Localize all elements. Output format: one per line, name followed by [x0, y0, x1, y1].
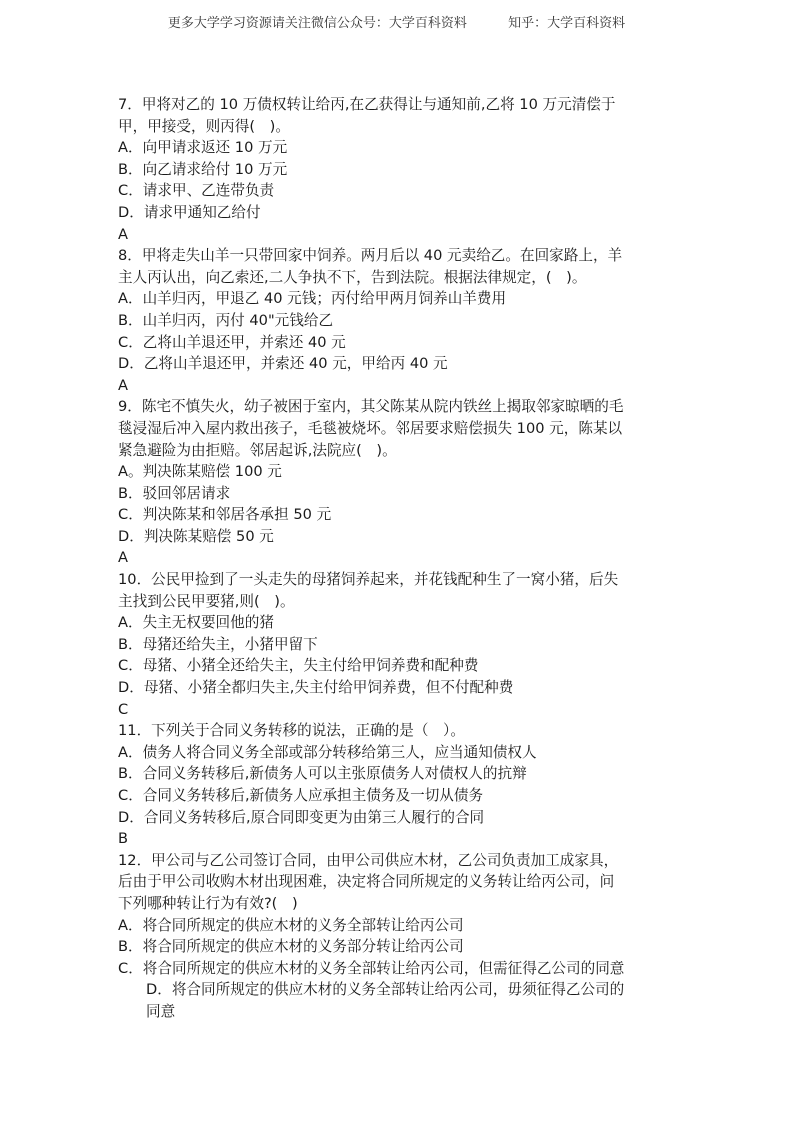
- question-stem-line: 7．甲将对乙的 10 万债权转让给丙,在乙获得让与通知前,乙将 10 万元清偿于: [118, 96, 616, 113]
- option-b: B．母猪还给失主，小猪甲留下: [118, 635, 318, 653]
- answer: A: [118, 549, 128, 567]
- option-a: A．债务人将合同义务全部或部分转移给第三人，应当通知债权人: [118, 743, 537, 761]
- question-stem-line: 8．甲将走失山羊一只带回家中饲养。两月后以 40 元卖给乙。在回家路上，羊: [118, 247, 623, 265]
- page-header: 更多大学学习资源请关注微信公众号：大学百科资料 知乎：大学百科资料: [167, 16, 626, 31]
- option-a: A．失主无权要回他的猪: [118, 614, 274, 632]
- option-c: C．合同义务转移后,新债务人应承担主债务及一切从债务: [118, 787, 484, 804]
- question-stem-line: 后由于甲公司收购木材出现困难，决定将合同所规定的义务转让给丙公司，问: [118, 873, 615, 891]
- option-a: A．山羊归丙，甲退乙 40 元钱；丙付给甲两月饲养山羊费用: [118, 290, 507, 308]
- option-d-continuation: 同意: [146, 1002, 176, 1020]
- option-c: C．判决陈某和邻居各承担 50 元: [118, 506, 332, 524]
- option-c: C．母猪、小猪全还给失主，失主付给甲饲养费和配种费: [118, 657, 479, 675]
- option-d: D．请求甲通知乙给付: [118, 203, 261, 221]
- answer: A: [118, 376, 128, 394]
- option-b: B．山羊归丙，丙付 40"元钱给乙: [118, 311, 334, 329]
- answer: B: [118, 830, 129, 848]
- question-11: [118, 720, 678, 850]
- option-a: A．将合同所规定的供应木材的义务全部转让给丙公司: [118, 916, 464, 934]
- option-d: D．合同义务转移后,原合同即变更为由第三人履行的合同: [118, 808, 485, 826]
- question-stem-line: 9．陈宅不慎失火，幼子被困于室内，其父陈某从院内铁丝上揭取邻家晾晒的毛: [118, 398, 624, 416]
- question-stem-line: 12．甲公司与乙公司签订合同，由甲公司供应木材，乙公司负责加工成家具，: [118, 851, 619, 869]
- question-12: [118, 850, 678, 1023]
- question-stem-line: 毯浸湿后冲入屋内救出孩子，毛毯被烧坏。邻居要求赔偿损失 100 元，陈某以: [118, 419, 623, 437]
- question-stem-line: 主人丙认出，向乙索还,二人争执不下，告到法院。根据法律规定，( )。: [118, 268, 587, 286]
- question-10: [118, 569, 678, 720]
- question-stem-line: 甲，甲接受，则丙得( )。: [118, 117, 290, 135]
- question-stem-line: 10．公民甲捡到了一头走失的母猪饲养起来，并花钱配种生了一窝小猪，后失: [118, 571, 619, 589]
- option-b: B．向乙请求给付 10 万元: [118, 160, 288, 178]
- answer: A: [118, 225, 128, 243]
- question-stem-line: 紧急避险为由拒赔。邻居起诉,法院应( )。: [118, 441, 397, 459]
- option-d: D．乙将山羊退还甲，并索还 40 元，甲给丙 40 元: [118, 355, 448, 373]
- option-a: A。判决陈某赔偿 100 元: [118, 463, 282, 481]
- question-stem-line: 下列哪种转让行为有效?( ): [118, 894, 298, 912]
- option-c: C．将合同所规定的供应木材的义务全部转让给丙公司，但需征得乙公司的同意: [118, 959, 625, 977]
- option-d: D．判决陈某赔偿 50 元: [118, 527, 274, 545]
- question-list: [118, 94, 678, 1023]
- option-b: B．将合同所规定的供应木材的义务部分转让给丙公司: [118, 938, 464, 956]
- option-d: D．母猪、小猪全都归失主,失主付给甲饲养费，但不付配种费: [118, 679, 514, 697]
- question-stem-line: 11．下列关于合同义务转移的说法，正确的是（ ）。: [118, 722, 465, 740]
- answer: C: [118, 700, 129, 718]
- option-b: B．驳回邻居请求: [118, 484, 231, 502]
- option-b: B．合同义务转移后,新债务人可以主张原债务人对债权人的抗辩: [118, 765, 527, 783]
- question-stem-line: 主找到公民甲要猪,则( )。: [118, 592, 295, 610]
- question-9: [118, 396, 678, 569]
- option-a: A．向甲请求返还 10 万元: [118, 139, 288, 157]
- option-c: C．请求甲、乙连带负责: [118, 182, 275, 200]
- option-c: C．乙将山羊退还甲，并索还 40 元: [118, 333, 346, 351]
- question-8: [118, 245, 678, 396]
- option-d: D．将合同所规定的供应木材的义务全部转让给丙公司，毋须征得乙公司的: [146, 981, 625, 999]
- question-7: [118, 94, 678, 245]
